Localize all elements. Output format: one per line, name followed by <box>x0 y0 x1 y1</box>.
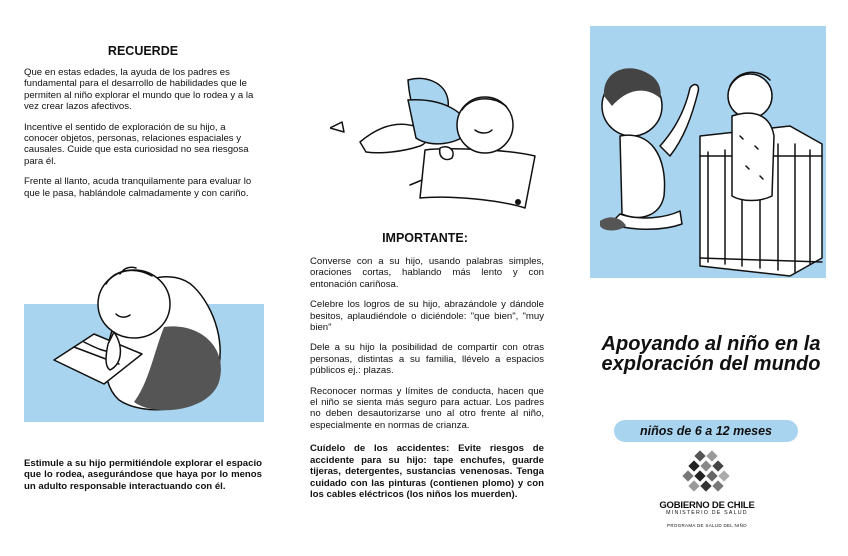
accident-warning: Cuídelo de los accidentes: Evite riesgos de accidente para su hijo: tape enchufes, guarde tijeras, detergentes, sustancias venenosas. Tenga cuidado con las pinturas (contienen plomo) y con los cables eléctricos (los niños los muerden). <box>310 443 544 500</box>
logo-name: GOBIERNO DE CHILE <box>659 500 755 511</box>
babies-crib-illustration <box>590 26 826 278</box>
brochure-title: Apoyando al niño en la exploración del mundo <box>601 333 821 375</box>
baby-crawling-illustration <box>330 70 550 220</box>
logo-ministry: MINISTERIO DE SALUD <box>666 510 748 516</box>
recuerde-paragraph-3: Frente al llanto, acuda tranquilamente para evaluar lo que le pasa, hablándole calmadamente y con cariño. <box>24 176 252 199</box>
age-badge: niños de 6 a 12 meses <box>614 420 798 442</box>
importante-paragraph-2: Celebre los logros de su hijo, abrazándole y dándole besitos, aplaudiéndole o diciéndole: "que bien", "muy bien" <box>310 299 544 334</box>
left-caption: Estimule a su hijo permitiéndole explorar el espacio que lo rodea, asegurándose que haya por lo menos un adulto responsable interactuando con él. <box>24 458 262 492</box>
importante-paragraph-3: Dele a su hijo la posibilidad de compartir con otras personas, distintas a su familia, llévelo a espacios públicos ej.: plazas. <box>310 342 544 377</box>
recuerde-paragraph-2: Incentive el sentido de exploración de su hijo, a conocer objetos, personas, relaciones espaciales y causales. Cuide que esta curiosidad no sea riesgosa para él. <box>24 121 249 167</box>
panel-left <box>24 44 262 208</box>
baby-reading-illustration <box>24 252 264 422</box>
importante-heading: IMPORTANTE: <box>382 231 468 245</box>
importante-paragraph-1: Converse con a su hijo, usando palabras simples, oraciones cortas, hablando más lento y con entonación cariñosa. <box>310 256 544 290</box>
recuerde-paragraph-1: Que en estas edades, la ayuda de los padres es fundamental para el desarrollo de habilidades que le permiten al niño explorar el mundo que lo rodea y a la vez crear lazos afectivos. <box>24 67 254 113</box>
gobierno-logo-icon <box>680 450 738 498</box>
importante-paragraph-4: Reconocer normas y límites de conducta, hacen que el niño se sienta más seguro para actuar. Los padres no deben desautorizarse uno al otro frente al niño, especialmente en normas de crianza. <box>310 385 544 431</box>
logo-program: PROGRAMA DE SALUD DEL NIÑO <box>667 523 747 528</box>
recuerde-heading: RECUERDE <box>107 44 179 58</box>
